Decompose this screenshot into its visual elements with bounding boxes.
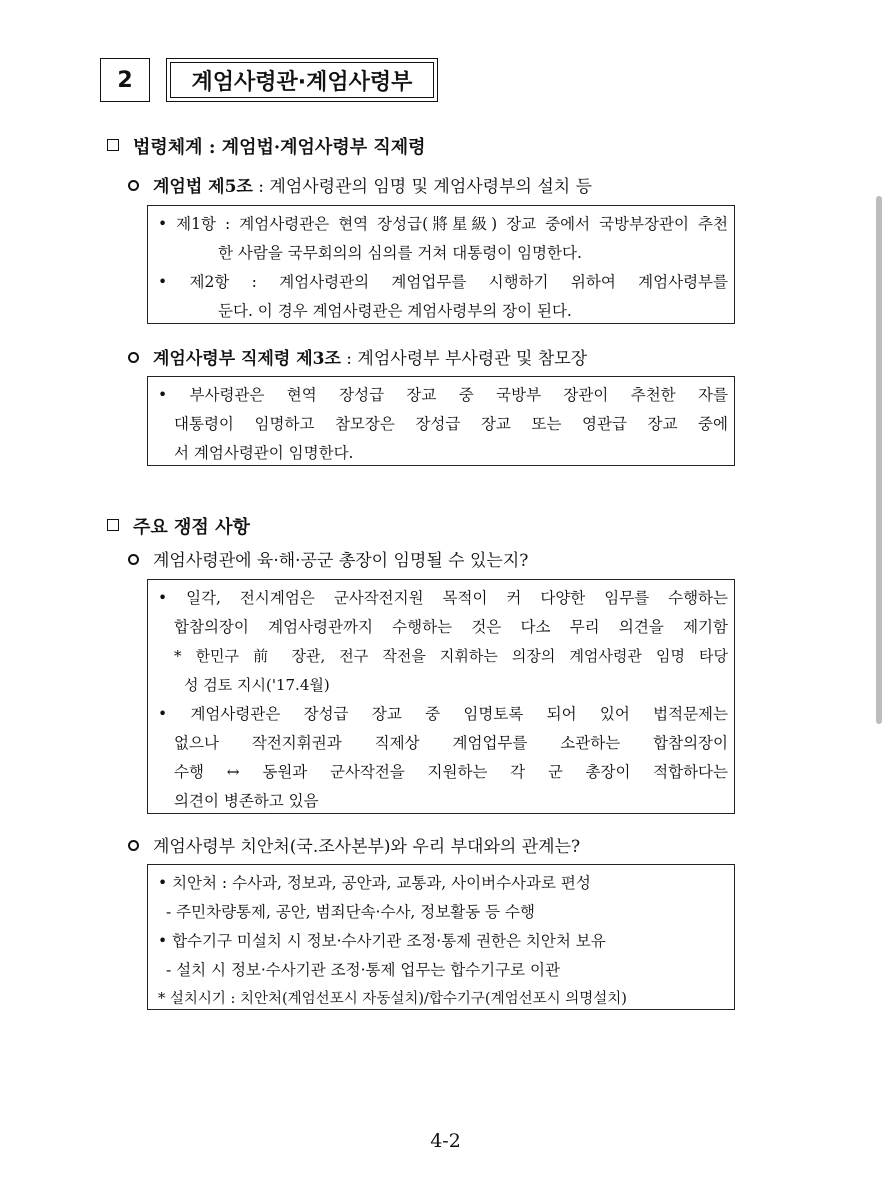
box-line: 한 사람을 국무회의의 심의를 거쳐 대통령이 임명한다. [218,244,582,262]
martial-law-art5-box [147,205,735,324]
box-line: 둔다. 이 경우 계엄사령관은 계엄사령부의 장이 된다. [218,302,572,320]
key-issues-heading-text: 주요 쟁점 사항 [133,517,250,538]
scrollbar-thumb[interactable] [876,196,882,724]
box-line: • 부사령관은 현역 장성급 장교 중 국방부 장관이 추천한 자를 [158,386,728,404]
section-number-box [100,58,150,102]
circle-bullet-icon [128,840,139,851]
section-title: 계엄사령관·계엄사령부 [170,62,434,98]
martial-law-art5-title: 계엄법 제5조 [153,177,253,197]
issue1-box [147,579,735,814]
circle-bullet-icon [128,180,139,191]
box-line: - 주민차량통제, 공안, 범죄단속·수사, 정보활동 등 수행 [166,903,535,921]
box-note-line: 성 검토 지시('17.4월) [184,676,330,694]
box-note-line: * 설치시기 : 치안처(계엄선포시 자동설치)/합수기구(계엄선포시 의명설치) [158,991,627,1007]
box-line: 없으나 작전지휘권과 직제상 계엄업무를 소관하는 합참의장이 [174,734,728,752]
key-issues-heading [107,513,250,539]
legal-framework-heading-text: 법령체계 : 계엄법·계엄사령부 직제령 [133,137,426,158]
box-line: • 제1항 : 계엄사령관은 현역 장성급(將星級) 장교 중에서 국방부장관이 추천 [158,215,728,233]
square-bullet-icon [107,139,119,151]
section-number: 2 [117,67,133,93]
page-number: 4-2 [430,1130,461,1152]
box-note-line: * 한민구 前 장관, 전구 작전을 지휘하는 의장의 계엄사령관 임명 타당 [174,647,728,665]
box-line: • 제2항 : 계엄사령관의 계엄업무를 시행하기 위하여 계엄사령부를 [158,273,728,291]
square-bullet-icon [107,519,119,531]
box-line: - 설치 시 정보·수사기관 조정·통제 업무는 합수기구로 이관 [166,961,560,979]
box-line: • 일각, 전시계엄은 군사작전지원 목적이 커 다양한 임무를 수행하는 [158,589,728,607]
section-title-box [166,58,438,102]
box-line: 서 계엄사령관이 임명한다. [174,444,354,462]
box-line: 의견이 병존하고 있음 [174,792,319,810]
box-line: 수행 ↔ 동원과 군사작전을 지원하는 각 군 총장이 적합하다는 [174,763,728,781]
martial-law-art5-desc: : 계엄사령관의 임명 및 계엄사령부의 설치 등 [252,177,593,197]
issue2-question-text: 계엄사령부 치안처(국.조사본부)와 우리 부대와의 관계는? [153,837,581,857]
issue2-box [147,864,735,1010]
box-line: • 계엄사령관은 장성급 장교 중 임명토록 되어 있어 법적문제는 [158,705,728,723]
circle-bullet-icon [128,352,139,363]
command-decree-art3-item [128,344,587,369]
command-decree-art3-box [147,376,735,466]
issue1-question-text: 계엄사령관에 육·해·공군 총장이 임명될 수 있는지? [153,551,529,571]
circle-bullet-icon [128,554,139,565]
box-line: 합참의장이 계엄사령관까지 수행하는 것은 다소 무리 의견을 제기함 [174,618,728,636]
issue2-question [128,832,580,857]
legal-framework-heading [107,133,426,159]
box-line: • 합수기구 미설치 시 정보·수사기관 조정·통제 권한은 치안처 보유 [158,932,606,950]
box-line: • 치안처 : 수사과, 정보과, 공안과, 교통과, 사이버수사과로 편성 [158,874,591,892]
command-decree-art3-title: 계엄사령부 직제령 제3조 [153,349,341,369]
issue1-question [128,546,528,571]
command-decree-art3-desc: : 계엄사령부 부사령관 및 참모장 [340,349,588,369]
martial-law-art5-item [128,172,592,197]
box-line: 대통령이 임명하고 참모장은 장성급 장교 또는 영관급 장교 중에 [174,415,728,433]
